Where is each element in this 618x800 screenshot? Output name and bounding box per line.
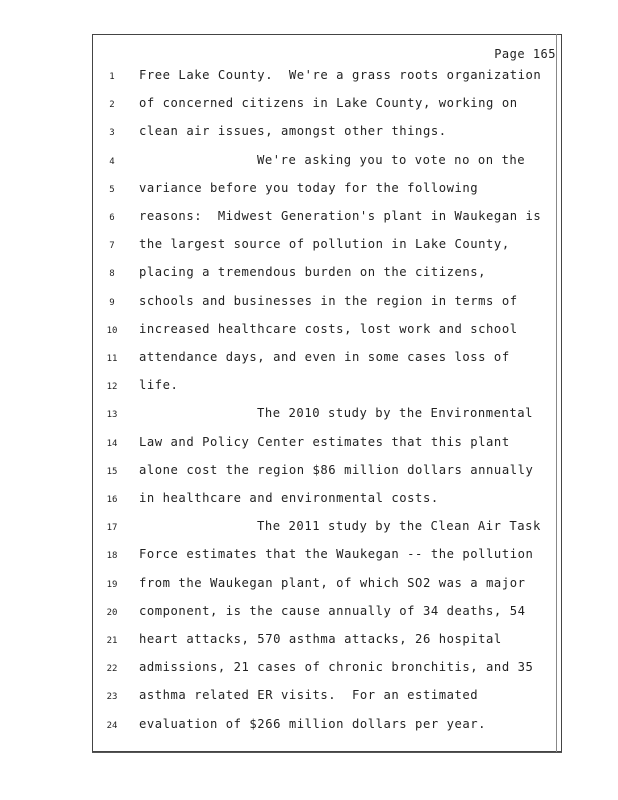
line-number: 5 [109,184,115,195]
line-text: admissions, 21 cases of chronic bronchitis, and 35 [139,660,534,675]
line-number: 2 [109,100,115,111]
transcript-line [0,181,618,201]
line-text: variance before you today for the following [139,180,479,195]
line-number: 23 [106,692,118,703]
line-text: reasons: Midwest Generation's plant in Waukegan is [139,209,542,223]
line-number: 7 [109,241,115,252]
transcript-line [0,124,618,144]
transcript-line [0,688,618,708]
transcript-line [0,491,618,511]
line-number: 4 [109,156,115,167]
line-text: Law and Policy Center estimates that this plant [139,434,510,449]
line-text: life. [139,378,179,393]
line-text: Free Lake County. We're a grass roots organization [139,68,542,82]
line-number: 15 [106,466,118,477]
transcript-line [0,153,618,173]
line-number: 13 [106,410,118,421]
line-number: 12 [106,382,118,393]
transcript-line [0,660,618,680]
transcript-line [0,350,618,370]
transcript-line [0,68,618,88]
transcript-line [0,265,618,285]
transcript-line [0,547,618,567]
line-number: 16 [106,495,118,505]
line-text: We're asking you to vote no on the [257,152,526,167]
line-number: 22 [106,664,118,675]
transcript-line [0,717,618,737]
line-number: 24 [106,720,118,731]
line-text: asthma related ER visits. For an estimated [139,688,479,703]
transcript-line [0,519,618,539]
transcript-line [0,632,618,652]
line-number: 10 [106,325,118,336]
transcript-line [0,406,618,426]
line-text: heart attacks, 570 asthma attacks, 26 hospital [139,632,502,646]
line-text: schools and businesses in the region in terms of [139,293,518,308]
line-text: The 2011 study by the Clean Air Task [257,519,541,534]
transcript-line [0,435,618,455]
line-number: 21 [106,636,118,646]
transcript-line [0,463,618,483]
line-number: 20 [106,607,118,618]
line-number: 11 [106,354,118,364]
transcript-line [0,604,618,624]
line-number: 8 [109,269,115,280]
transcript-line [0,378,618,398]
line-text: the largest source of pollution in Lake County, [139,237,510,252]
line-number: 3 [109,128,115,139]
line-text: of concerned citizens in Lake County, working on [139,96,518,111]
line-number: 14 [106,438,118,449]
line-text: clean air issues, amongst other things. [139,124,447,139]
transcript-line [0,96,618,116]
line-text: component, is the cause annually of 34 deaths, 54 [139,603,526,618]
bottom-rule [92,752,562,753]
line-number: 1 [109,72,115,82]
line-number: 9 [109,297,115,308]
line-number: 17 [106,523,118,534]
line-number: 19 [106,579,118,590]
page-number: Page 165 [494,47,556,61]
line-text: attendance days, and even in some cases loss of [139,350,510,364]
line-text: in healthcare and environmental costs. [139,491,439,505]
transcript-line [0,322,618,342]
line-text: from the Waukegan plant, of which SO2 was a major [139,575,526,590]
line-text: increased healthcare costs, lost work and school [139,321,518,336]
line-number: 18 [106,551,118,562]
transcript-line [0,576,618,596]
transcript-line [0,237,618,257]
line-text: evaluation of $266 million dollars per year. [139,716,487,731]
transcript-line [0,209,618,229]
transcript-line [0,294,618,314]
line-text: placing a tremendous burden on the citizens, [139,265,487,280]
line-text: The 2010 study by the Environmental [257,406,534,421]
line-number: 6 [109,213,115,223]
line-text: Force estimates that the Waukegan -- the pollution [139,547,534,562]
line-text: alone cost the region $86 million dollars annually [139,462,534,477]
